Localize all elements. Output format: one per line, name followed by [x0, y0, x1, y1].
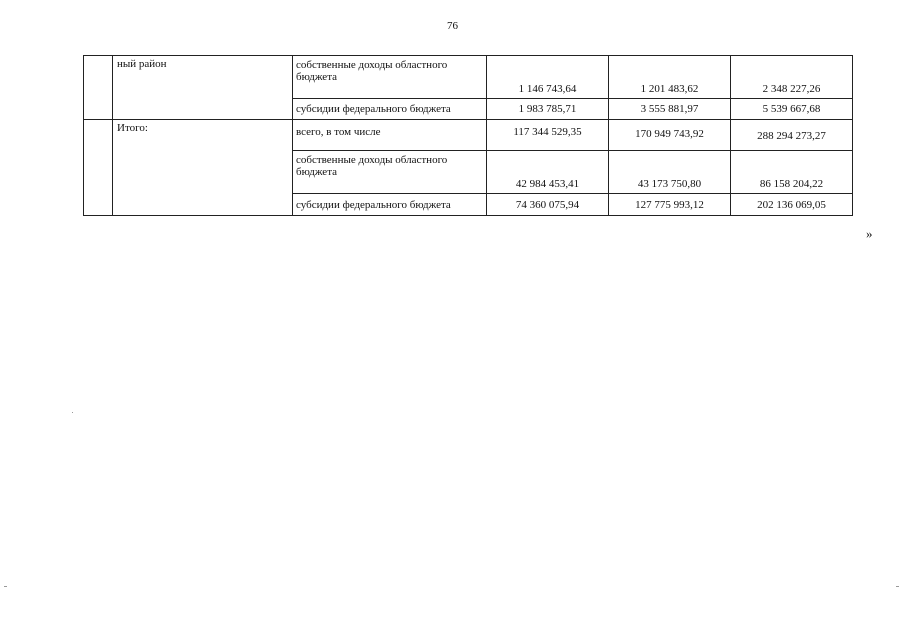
- row-number-cell: [84, 56, 113, 120]
- value-cell: 1 201 483,62: [609, 56, 731, 99]
- value-cell: 2 348 227,26: [731, 56, 853, 99]
- closing-quote: »: [866, 226, 873, 241]
- value-cell: 202 136 069,05: [731, 194, 853, 216]
- district-name-cell: ный район: [113, 56, 293, 120]
- funding-type-cell: всего, в том числе: [293, 120, 487, 151]
- value-cell: 74 360 075,94: [487, 194, 609, 216]
- value-cell: 3 555 881,97: [609, 99, 731, 120]
- value-cell: 86 158 204,22: [731, 151, 853, 194]
- value-cell: 5 539 667,68: [731, 99, 853, 120]
- budget-table: [83, 55, 853, 216]
- table-row: [84, 56, 853, 99]
- scan-edge-mark: [4, 586, 7, 587]
- funding-type-cell: субсидии федерального бюджета: [293, 194, 487, 216]
- scan-edge-mark: [896, 586, 899, 587]
- table-row: [84, 120, 853, 151]
- total-label-cell: Итого:: [113, 120, 293, 216]
- value-cell: 117 344 529,35: [487, 120, 609, 151]
- funding-type-cell: собственные доходы областного бюджета: [293, 151, 487, 194]
- scan-edge-mark: [72, 412, 73, 413]
- value-cell: 1 983 785,71: [487, 99, 609, 120]
- value-cell: 170 949 743,92: [609, 120, 731, 151]
- funding-type-cell: субсидии федерального бюджета: [293, 99, 487, 120]
- page-number: 76: [447, 20, 458, 32]
- value-cell: 42 984 453,41: [487, 151, 609, 194]
- value-cell: 1 146 743,64: [487, 56, 609, 99]
- funding-type-cell: собственные доходы областного бюджета: [293, 56, 487, 99]
- row-number-cell: [84, 120, 113, 216]
- value-cell: 43 173 750,80: [609, 151, 731, 194]
- value-cell: 127 775 993,12: [609, 194, 731, 216]
- value-cell: 288 294 273,27: [731, 120, 853, 151]
